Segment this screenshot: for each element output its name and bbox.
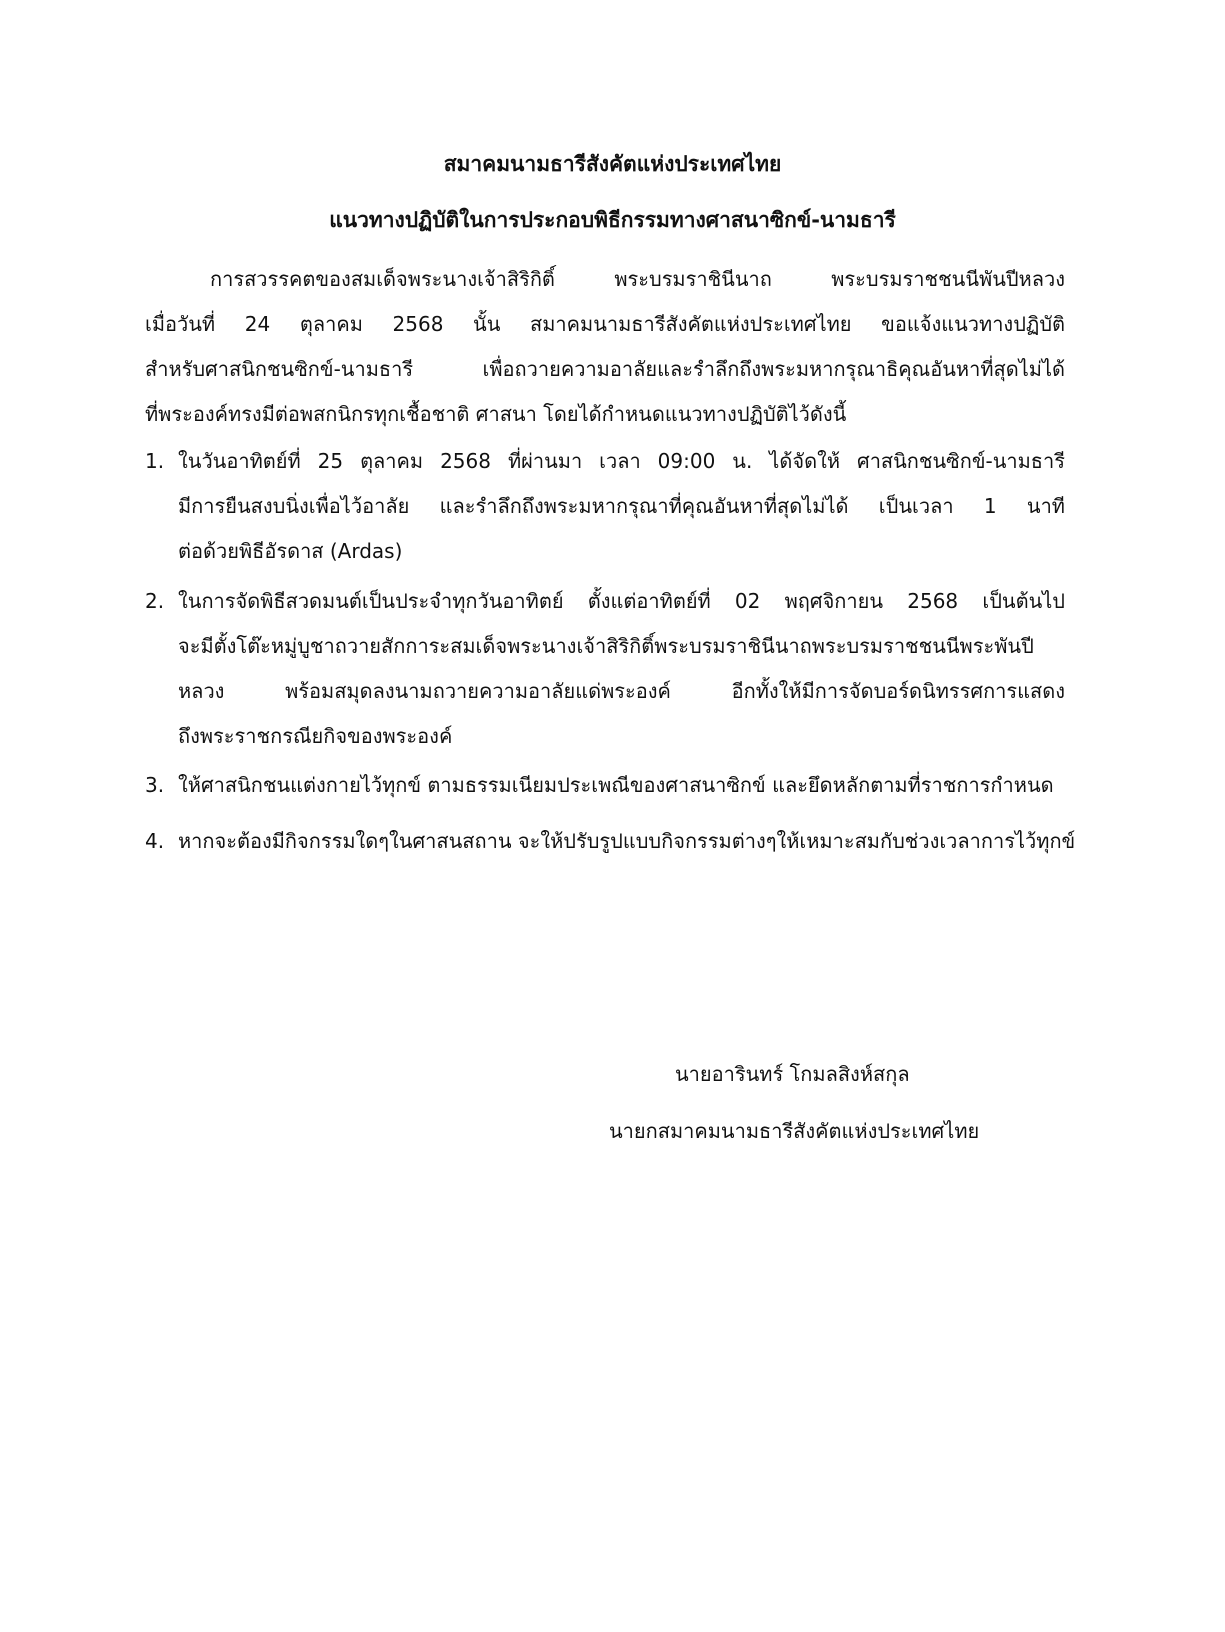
list-item-line: ถึงพระราชกรณียกิจของพระองค์: [178, 724, 453, 748]
list-item-text: [178, 579, 1065, 759]
list-item-text: [178, 763, 1065, 808]
list-item-line: หากจะต้องมีกิจกรรมใดๆในศาสนสถาน จะให้ปรับรูปแบบกิจกรรมต่างๆให้เหมาะสมกับช่วงเวลาการไว้ทุกข์: [178, 829, 1076, 853]
list-item-number: 4.: [145, 829, 165, 853]
list-item-line: ให้ศาสนิกชนแต่งกายไว้ทุกข์ ตามธรรมเนียมประเพณีของศาสนาซิกข์ และยึดหลักตามที่ราชการกำหนด: [178, 773, 1054, 797]
document-subtitle: แนวทางปฏิบัติในการประกอบพิธีกรรมทางศาสนาซิกข์-นามธารี: [329, 208, 896, 232]
signatory-name: นายอารินทร์ โกมลสิงห์สกุล: [675, 1062, 910, 1086]
list-item-line: หลวง พร้อมสมุดลงนามถวายความอาลัยแด่พระองค์ อีกทั้งให้มีการจัดบอร์ดนิทรรศการแสดง: [178, 679, 1065, 703]
intro-paragraph: [145, 257, 1065, 437]
list-item-line: มีการยืนสงบนิ่งเพื่อไว้อาลัย และรำลึกถึงพระมหากรุณาที่คุณอันหาที่สุดไม่ได้ เป็นเวลา 1 นาที: [178, 494, 1065, 518]
list-item-line: ในวันอาทิตย์ที่ 25 ตุลาคม 2568 ที่ผ่านมา เวลา 09:00 น. ได้จัดให้ ศาสนิกชนซิกข์-นามธารี: [178, 449, 1065, 473]
list-item-line: จะมีตั้งโต๊ะหมู่บูชาถวายสักการะสมเด็จพระนางเจ้าสิริกิติ์พระบรมราชินีนาถพระบรมราชชนนีพระพันปี: [178, 634, 1034, 658]
list-item-line: ต่อด้วยพิธีอัรดาส (Ardas): [178, 539, 403, 563]
signatory-title: นายกสมาคมนามธารีสังคัตแห่งประเทศไทย: [609, 1119, 980, 1143]
list-item-number: 3.: [145, 773, 165, 797]
document-title: สมาคมนามธารีสังคัตแห่งประเทศไทย: [443, 152, 782, 176]
intro-line: เมื่อวันที่ 24 ตุลาคม 2568 นั้น สมาคมนามธารีสังคัตแห่งประเทศไทย ขอแจ้งแนวทางปฏิบัติ: [145, 312, 1065, 336]
list-item-text: [178, 439, 1065, 574]
list-item-number: 1.: [145, 449, 165, 473]
intro-line: ที่พระองค์ทรงมีต่อพสกนิกรทุกเชื้อชาติ ศาสนา โดยได้กำหนดแนวทางปฏิบัติไว้ดังนี้: [145, 402, 847, 426]
list-item-number: 2.: [145, 589, 165, 613]
intro-line: การสวรรคตของสมเด็จพระนางเจ้าสิริกิติ์ พระบรมราชินีนาถ พระบรมราชชนนีพันปีหลวง: [210, 267, 1065, 291]
intro-line: สำหรับศาสนิกชนซิกข์-นามธารี เพื่อถวายความอาลัยและรำลึกถึงพระมหากรุณาธิคุณอันหาที่สุดไม่ได้: [145, 357, 1065, 381]
list-item-line: ในการจัดพิธีสวดมนต์เป็นประจำทุกวันอาทิตย์ ตั้งแต่อาทิตย์ที่ 02 พฤศจิกายน 2568 เป็นต้นไป: [178, 589, 1065, 613]
list-item-text: [178, 819, 1076, 864]
